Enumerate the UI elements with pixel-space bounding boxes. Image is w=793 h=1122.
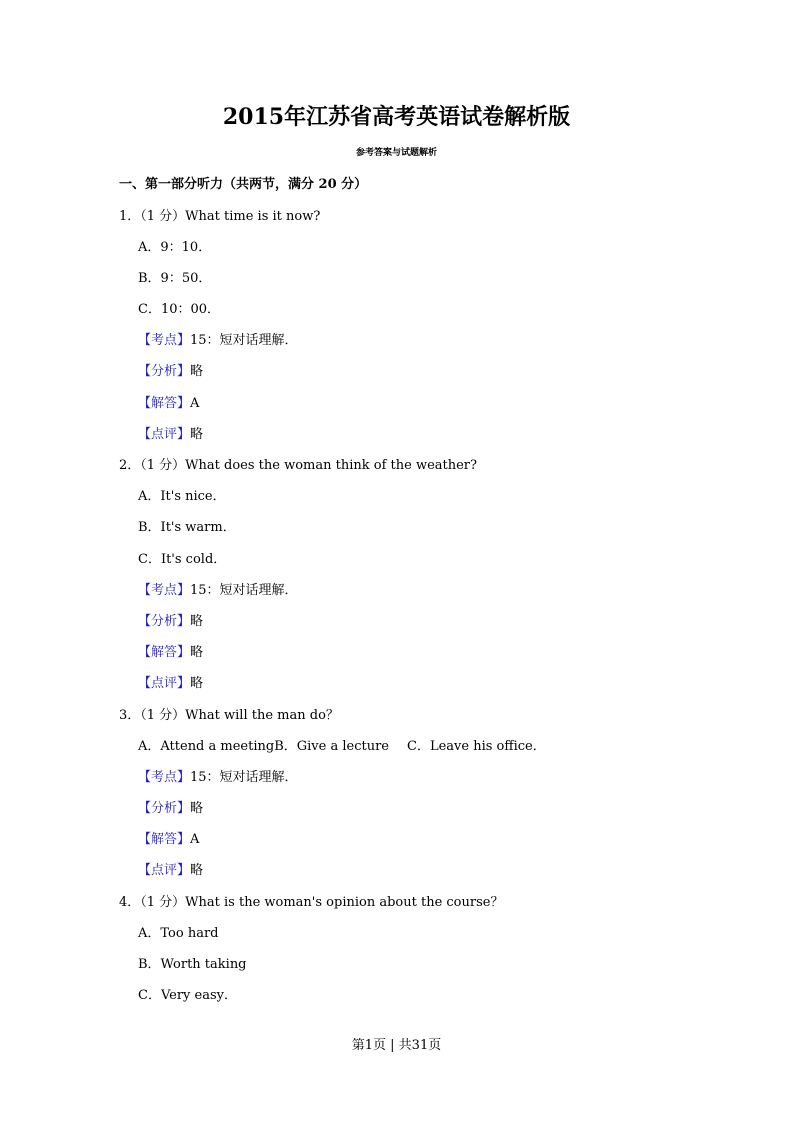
question-3-option-a: A．Attend a meeting — [138, 739, 275, 754]
question-4-option-c: C．Very easy． — [138, 988, 237, 1003]
jieda-text: 略 — [190, 645, 204, 660]
fenxi-text: 略 — [190, 801, 204, 816]
dianping-label: 【点评】 — [138, 676, 191, 691]
fenxi-label: 【分析】 — [138, 614, 191, 629]
question-2-fenxi — [138, 612, 203, 632]
fenxi-text: 略 — [190, 364, 204, 379]
question-1-option-c: C．10：00． — [138, 302, 221, 317]
question-4-option-b: B．Worth taking — [138, 957, 247, 972]
question-3-stem: 3．（1 分）What will the man do？ — [119, 708, 339, 723]
question-1-option-a: A．9：10． — [138, 240, 212, 255]
dianping-label: 【点评】 — [138, 427, 191, 442]
question-1-dianping — [138, 425, 203, 445]
question-2-jieda — [138, 643, 203, 663]
question-3-fenxi — [138, 799, 203, 819]
dianping-text: 略 — [190, 863, 204, 878]
question-3-options — [138, 737, 546, 757]
question-1-jieda — [138, 394, 199, 414]
page-footer: 第1页 | 共31页 — [351, 1038, 442, 1053]
dianping-text: 略 — [190, 676, 204, 691]
jieda-text: A — [190, 832, 200, 847]
question-1-fenxi — [138, 362, 203, 382]
question-2-option-b: B．It's warm． — [138, 520, 236, 535]
jieda-text: A — [190, 396, 200, 411]
question-3-kaodian — [138, 768, 298, 788]
question-2-kaodian — [138, 581, 298, 601]
question-1-kaodian — [138, 331, 298, 351]
question-3-jieda — [138, 830, 199, 850]
fenxi-label: 【分析】 — [138, 801, 191, 816]
kaodian-text: 15：短对话理解． — [190, 583, 298, 598]
question-1-option-b: B．9：50． — [138, 271, 212, 286]
question-4-option-a: A．Too hard — [138, 926, 219, 941]
question-2-option-a: A．It's nice． — [138, 489, 226, 504]
question-2-option-c: C．It's cold． — [138, 552, 227, 567]
kaodian-label: 【考点】 — [138, 770, 191, 785]
question-4-stem: 4．（1 分）What is the woman's opinion about the course？ — [119, 895, 504, 910]
dianping-text: 略 — [190, 427, 204, 442]
jieda-label: 【解答】 — [138, 396, 191, 411]
document-subtitle: 参考答案与试题解析 — [355, 148, 437, 158]
section-heading: 一、第一部分听力（共两节，满分 20 分） — [119, 177, 368, 192]
question-3-dianping — [138, 861, 203, 881]
question-2-dianping — [138, 674, 203, 694]
question-3-option-c: C．Leave his office． — [407, 739, 546, 754]
kaodian-label: 【考点】 — [138, 333, 191, 348]
kaodian-text: 15：短对话理解． — [190, 333, 298, 348]
fenxi-text: 略 — [190, 614, 204, 629]
dianping-label: 【点评】 — [138, 863, 191, 878]
kaodian-text: 15：短对话理解． — [190, 770, 298, 785]
question-1-stem: 1．（1 分）What time is it now? — [119, 209, 321, 224]
fenxi-label: 【分析】 — [138, 364, 191, 379]
jieda-label: 【解答】 — [138, 645, 191, 660]
document-title: 2015年江苏省高考英语试卷解析版 — [222, 104, 571, 130]
jieda-label: 【解答】 — [138, 832, 191, 847]
kaodian-label: 【考点】 — [138, 583, 191, 598]
question-2-stem: 2．（1 分）What does the woman think of the weather? — [119, 458, 477, 473]
question-3-option-b: B．Give a lecture — [274, 739, 389, 754]
